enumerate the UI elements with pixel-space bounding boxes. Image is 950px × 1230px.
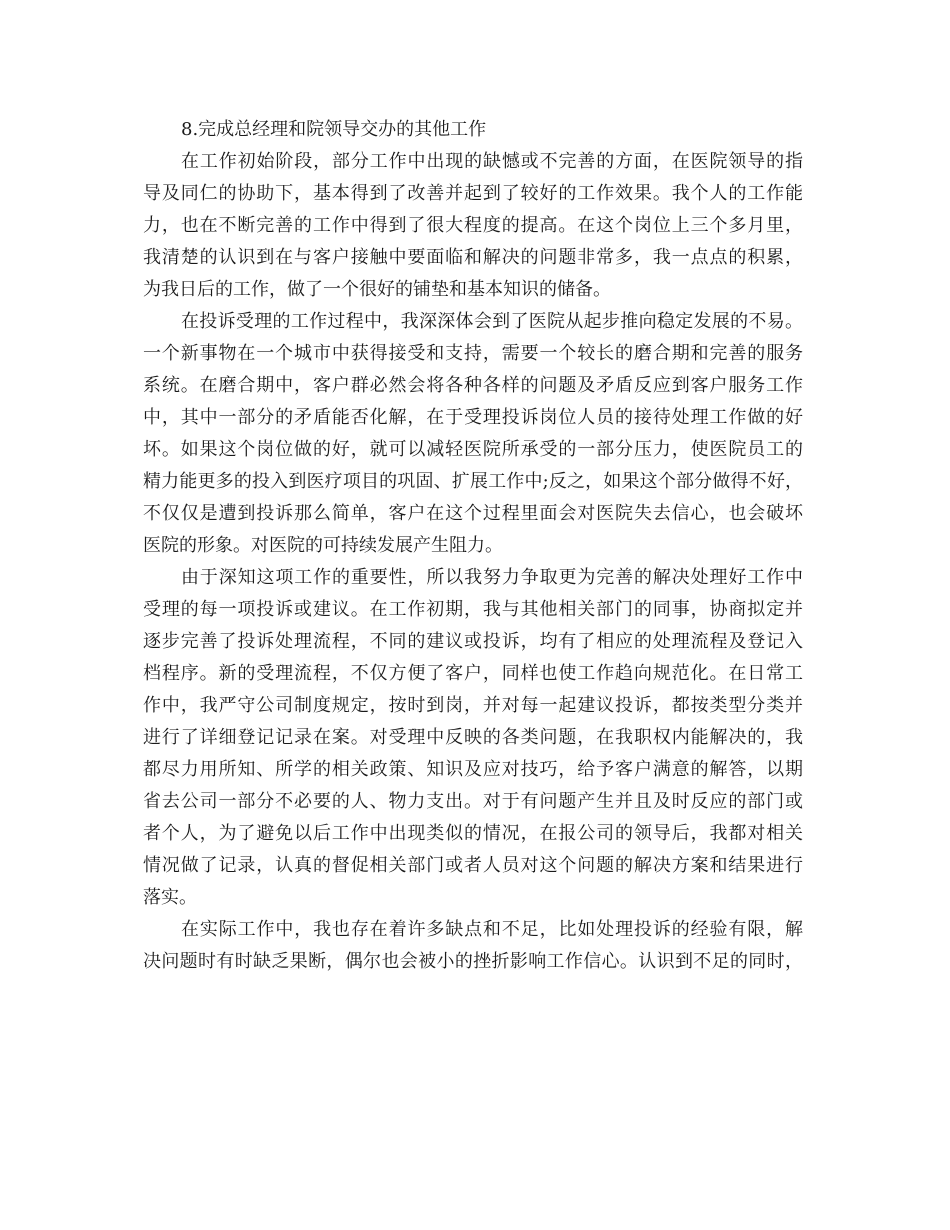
paragraph-line: 在实际工作中，我也存在着许多缺点和不足，比如处理投诉的经验有限，解: [181, 919, 803, 940]
paragraph-1: [143, 146, 803, 306]
paragraph-4: [143, 914, 803, 978]
paragraph-line: 不仅仅是遭到投诉那么简单，客户在这个过程里面会对医院失去信心，也会破坏: [143, 503, 803, 524]
paragraph-line: 档程序。新的受理流程，不仅方便了客户，同样也使工作趋向规范化。在日常工: [143, 663, 803, 684]
paragraph-line: 一个新事物在一个城市中获得接受和支持，需要一个较长的磨合期和完善的服务: [143, 343, 803, 364]
paragraph-line: 为我日后的工作，做了一个很好的铺垫和基本知识的储备。: [143, 279, 611, 300]
paragraph-line: 情况做了记录，认真的督促相关部门或者人员对这个问题的解决方案和结果进行: [143, 855, 803, 876]
paragraph-line: 受理的每一项投诉或建议。在工作初期，我与其他相关部门的同事，协商拟定并: [143, 599, 803, 620]
paragraph-line: 省去公司一部分不必要的人、物力支出。对于有问题产生并且及时反应的部门或: [143, 791, 803, 812]
paragraph-line: 坏。如果这个岗位做的好，就可以减轻医院所承受的一部分压力，使医院员工的: [143, 439, 803, 460]
paragraph-line: 作中，我严守公司制度规定，按时到岗，并对每一起建议投诉，都按类型分类并: [143, 695, 803, 716]
paragraph-line: 进行了详细登记记录在案。对受理中反映的各类问题，在我职权内能解决的，我: [143, 727, 803, 748]
paragraph-line: 在工作初始阶段，部分工作中出现的缺憾或不完善的方面，在医院领导的指: [181, 151, 803, 172]
paragraph-line: 者个人，为了避免以后工作中出现类似的情况，在报公司的领导后，我都对相关: [143, 823, 803, 844]
list-item-heading: 8.完成总经理和院领导交办的其他工作: [181, 119, 487, 140]
paragraph-line: 医院的形象。对医院的可持续发展产生阻力。: [143, 535, 503, 556]
paragraph-line: 由于深知这项工作的重要性，所以我努力争取更为完善的解决处理好工作中: [181, 567, 803, 588]
paragraph-line: 力，也在不断完善的工作中得到了很大程度的提高。在这个岗位上三个多月里，: [143, 215, 803, 236]
document-body: [143, 114, 803, 978]
paragraph-2: [143, 306, 803, 562]
paragraph-line: 中，其中一部分的矛盾能否化解，在于受理投诉岗位人员的接待处理工作做的好: [143, 407, 803, 428]
paragraph-line: 我清楚的认识到在与客户接触中要面临和解决的问题非常多，我一点点的积累，: [143, 247, 803, 268]
paragraph-line: 逐步完善了投诉处理流程，不同的建议或投诉，均有了相应的处理流程及登记入: [143, 631, 803, 652]
paragraph-line: 在投诉受理的工作过程中，我深深体会到了医院从起步推向稳定发展的不易。: [181, 311, 803, 332]
paragraph-line: 决问题时有时缺乏果断，偶尔也会被小的挫折影响工作信心。认识到不足的同时，: [143, 951, 803, 972]
paragraph-3: [143, 562, 803, 914]
paragraph-line: 精力能更多的投入到医疗项目的巩固、扩展工作中;反之，如果这个部分做得不好，: [143, 471, 803, 492]
paragraph-line: 都尽力用所知、所学的相关政策、知识及应对技巧，给予客户满意的解答，以期: [143, 759, 803, 780]
paragraph-line: 落实。: [143, 887, 197, 908]
paragraph-line: 导及同仁的协助下，基本得到了改善并起到了较好的工作效果。我个人的工作能: [143, 183, 803, 204]
paragraph-line: 系统。在磨合期中，客户群必然会将各种各样的问题及矛盾反应到客户服务工作: [143, 375, 803, 396]
